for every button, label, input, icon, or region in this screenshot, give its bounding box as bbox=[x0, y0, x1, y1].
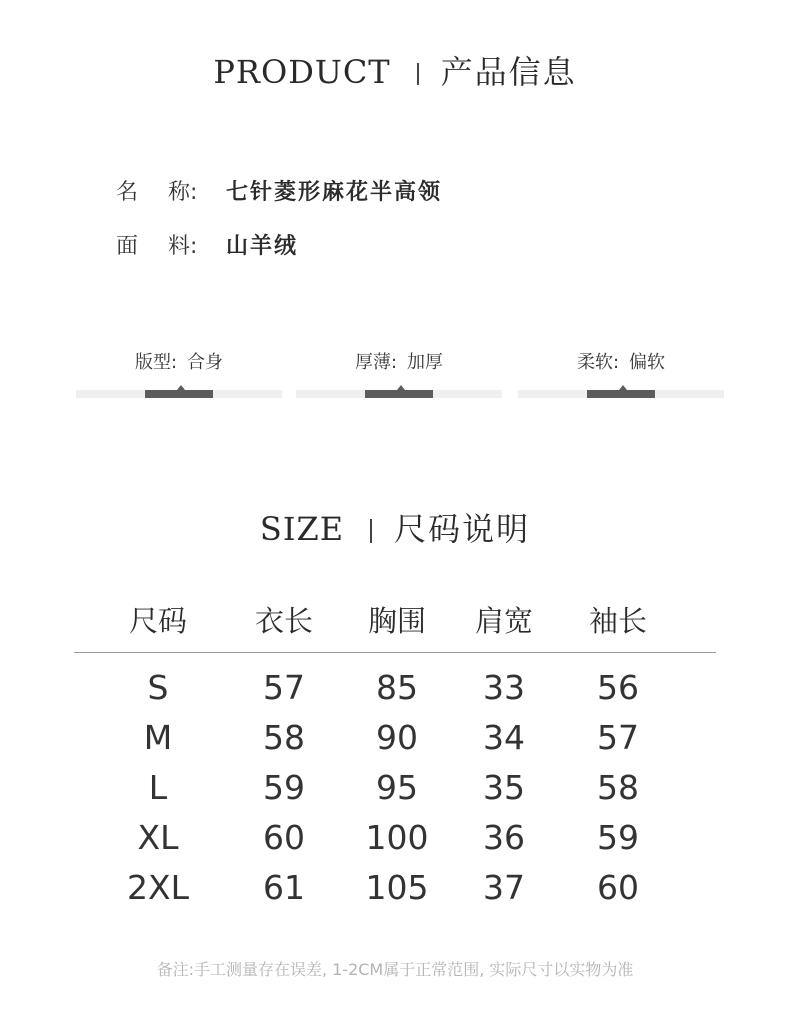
softness-marker bbox=[587, 390, 655, 398]
product-title-en: PRODUCT bbox=[213, 53, 391, 91]
product-section-title bbox=[0, 48, 790, 96]
softness-pointer-icon bbox=[619, 385, 627, 390]
fit-track bbox=[76, 390, 282, 398]
sleeve-cell: 59 bbox=[597, 818, 639, 857]
softness-indicator bbox=[518, 350, 724, 402]
sleeve-cell: 60 bbox=[597, 868, 639, 907]
thickness-value: 加厚 bbox=[407, 352, 444, 373]
chest-cell: 90 bbox=[376, 718, 418, 757]
thickness-label: 厚薄: bbox=[354, 352, 398, 373]
shoulder-cell: 36 bbox=[483, 818, 525, 857]
size-cell: 2XL bbox=[127, 868, 189, 907]
length-cell: 58 bbox=[263, 718, 305, 757]
size-section-title bbox=[0, 506, 790, 552]
shoulder-cell: 34 bbox=[483, 718, 525, 757]
table-row bbox=[74, 813, 716, 863]
softness-track bbox=[518, 390, 724, 398]
shoulder-cell: 37 bbox=[483, 868, 525, 907]
softness-label: 柔软: bbox=[576, 352, 620, 373]
size-table bbox=[74, 596, 716, 913]
table-row bbox=[74, 713, 716, 763]
size-cell: XL bbox=[137, 818, 179, 857]
product-name-label: 名 称: bbox=[116, 180, 198, 205]
table-row bbox=[74, 863, 716, 913]
product-name-value: 七针菱形麻花半高领 bbox=[226, 180, 443, 205]
title-divider bbox=[370, 519, 372, 543]
size-title-en: SIZE bbox=[259, 510, 345, 548]
product-fabric-value: 山羊绒 bbox=[226, 234, 299, 259]
thickness-pointer-icon bbox=[397, 385, 405, 390]
fit-value: 合身 bbox=[187, 352, 224, 373]
thickness-marker bbox=[365, 390, 433, 398]
sleeve-cell: 57 bbox=[597, 718, 639, 757]
title-divider bbox=[417, 63, 419, 85]
size-cell: S bbox=[147, 668, 169, 707]
table-row bbox=[74, 663, 716, 713]
sleeve-cell: 56 bbox=[597, 668, 639, 707]
product-name-row bbox=[116, 178, 442, 208]
product-fabric-label: 面 料: bbox=[116, 234, 198, 259]
shoulder-cell: 33 bbox=[483, 668, 525, 707]
product-fabric-row bbox=[116, 232, 298, 262]
size-cell: L bbox=[148, 768, 168, 807]
chest-cell: 105 bbox=[365, 868, 429, 907]
chest-cell: 100 bbox=[365, 818, 429, 857]
chest-cell: 85 bbox=[376, 668, 418, 707]
table-row bbox=[74, 763, 716, 813]
thickness-indicator bbox=[296, 350, 502, 402]
size-cell: M bbox=[143, 718, 173, 757]
sleeve-cell: 58 bbox=[597, 768, 639, 807]
length-cell: 60 bbox=[263, 818, 305, 857]
header-chest: 胸围 bbox=[367, 604, 426, 638]
thickness-track bbox=[296, 390, 502, 398]
measurement-note: 备注:手工测量存在误差, 1-2CM属于正常范围, 实际尺寸以实物为准 bbox=[156, 960, 634, 979]
fit-pointer-icon bbox=[177, 385, 185, 390]
softness-value: 偏软 bbox=[629, 352, 666, 373]
header-length: 衣长 bbox=[254, 604, 313, 638]
length-cell: 59 bbox=[263, 768, 305, 807]
header-shoulder: 肩宽 bbox=[474, 604, 533, 638]
fit-indicator bbox=[76, 350, 282, 402]
header-sleeve: 袖长 bbox=[588, 604, 647, 638]
product-title-zh: 产品信息 bbox=[440, 53, 577, 91]
fit-marker bbox=[145, 390, 213, 398]
table-header bbox=[74, 596, 716, 653]
header-size: 尺码 bbox=[128, 604, 187, 638]
size-title-zh: 尺码说明 bbox=[394, 510, 531, 548]
length-cell: 61 bbox=[263, 868, 305, 907]
chest-cell: 95 bbox=[376, 768, 418, 807]
shoulder-cell: 35 bbox=[483, 768, 525, 807]
fit-label: 版型: bbox=[134, 352, 178, 373]
length-cell: 57 bbox=[263, 668, 305, 707]
